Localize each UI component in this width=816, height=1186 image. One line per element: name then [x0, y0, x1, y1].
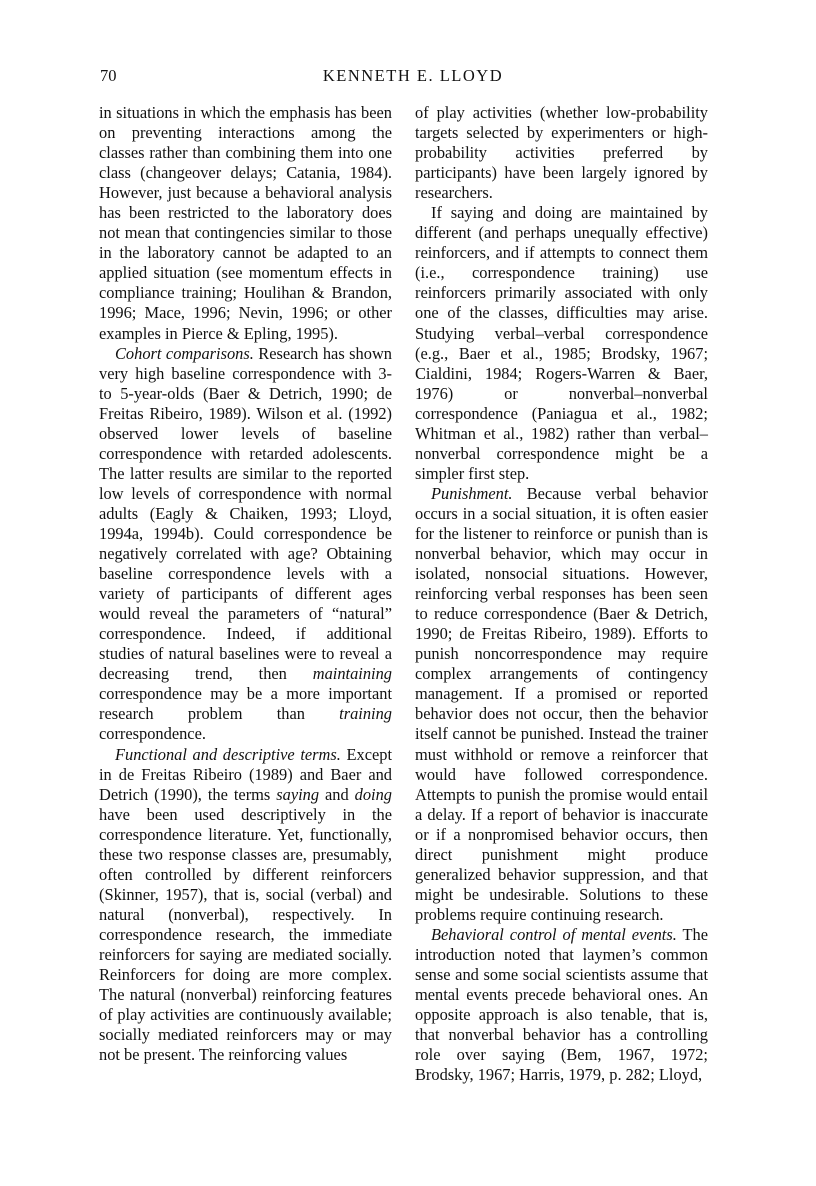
section-heading-behavioral-control: Behavioral control of mental events.	[431, 924, 677, 944]
section-heading-cohort-comparisons: Cohort comparisons.	[115, 343, 254, 363]
section-heading-punishment: Punishment.	[431, 483, 513, 503]
paragraph-cohort-comparisons: Cohort comparisons. Research has shown very high baseline correspondence with 3- to 5-year-olds (Baer & Detrich, 1990; de Freitas Ribeiro, 1989). Wilson et al. (1992) observed lower levels of baseline correspondence with retarded adolescents. The latter results are similar to the reported low levels of correspondence with normal adults (Eagly & Chaiken, 1993; Lloyd, 1994a, 1994b). Could correspondence be negatively correlated with age? Obtaining baseline correspondence levels with a variety of participants of different ages would reveal the parameters of “natural” correspondence. Indeed, if additional studies of natural baselines were to reveal a decreasing trend, then maintaining correspondence may be a more important research problem than training correspondence.	[99, 343, 392, 744]
page-number: 70	[100, 66, 117, 85]
paragraph-functional-descriptive: Functional and descriptive terms. Except in de Freitas Ribeiro (1989) and Baer and Detrich (1990), the terms saying and doing have been used descriptively in the correspondence literature. Yet, functionally, these two response classes are, presumably, often controlled by different reinforcers (Skinner, 1957), that is, social (verbal) and natural (nonverbal), respectively. In correspondence research, the immediate reinforcers for saying are mediated socially. Reinforcers for doing are more complex. The natural (nonverbal) reinforcing features of play activities are continuously available; socially mediated reinforcers may or may not be present. The reinforcing values	[99, 744, 393, 1065]
left-column	[99, 103, 392, 1065]
paragraph-continuation-right: of play activities (whether low-probability targets selected by experimenters or high-probability activities preferred by participants) have been largely ignored by researchers.	[415, 103, 708, 203]
paragraph-punishment: Punishment. Because verbal behavior occurs in a social situation, it is often easier for the listener to reinforce or punish than is nonverbal behavior, which may occur in isolated, nonsocial situations. However, reinforcing verbal responses has been seen to reduce correspondence (Baer & Detrich, 1990; de Freitas Ribeiro, 1989). Efforts to punish noncorrespondence may require complex arrangements of contingency management. If a promised or reported behavior does not occur, then the behavior itself cannot be punished. Instead the trainer must withhold or remove a reinforcer that would have followed correspondence. Attempts to punish the promise would entail a delay. If a report of behavior is inaccurate or if a nonpromised behavior occurs, then direct punishment might produce generalized behavior suppression, and that might be undesirable. Solutions to these problems require continuing research.	[415, 483, 708, 924]
page-header	[100, 66, 712, 90]
paragraph-saying-doing: If saying and doing are maintained by different (and perhaps unequally effective) reinforcers, and if attempts to connect them (i.e., correspondence training) use reinforcers primarily associated with only one of the classes, difficulties may arise. Studying verbal–verbal correspondence (e.g., Baer et al., 1985; Brodsky, 1967; Cialdini, 1984; Rogers-Warren & Baer, 1976) or nonverbal–nonverbal correspondence (Paniagua et al., 1982; Whitman et al., 1982) rather than verbal–nonverbal correspondence might be a simpler first step.	[415, 203, 708, 483]
running-head: KENNETH E. LLOYD	[322, 66, 504, 85]
paragraph-behavioral-control: Behavioral control of mental events. The introduction noted that laymen’s common sense and some social scientists assume that mental events precede behavioral ones. An opposite approach is also tenable, that is, that nonverbal behavior has a controlling role over saying (Bem, 1967, 1972; Brodsky, 1967; Harris, 1979, p. 282; Lloyd,	[415, 924, 708, 1085]
right-column	[415, 103, 708, 1085]
section-heading-functional-descriptive: Functional and descriptive terms.	[115, 744, 341, 764]
paragraph-continuation: in situations in which the emphasis has been on preventing interactions among the classes rather than combining them into one class (changeover delays; Catania, 1984). However, just because a behavioral analysis has been restricted to the laboratory does not mean that contingencies similar to those in the laboratory cannot be adapted to an applied situation (see momentum effects in compliance training; Houlihan & Brandon, 1996; Mace, 1996; Nevin, 1996; or other examples in Pierce & Epling, 1995).	[99, 103, 392, 343]
